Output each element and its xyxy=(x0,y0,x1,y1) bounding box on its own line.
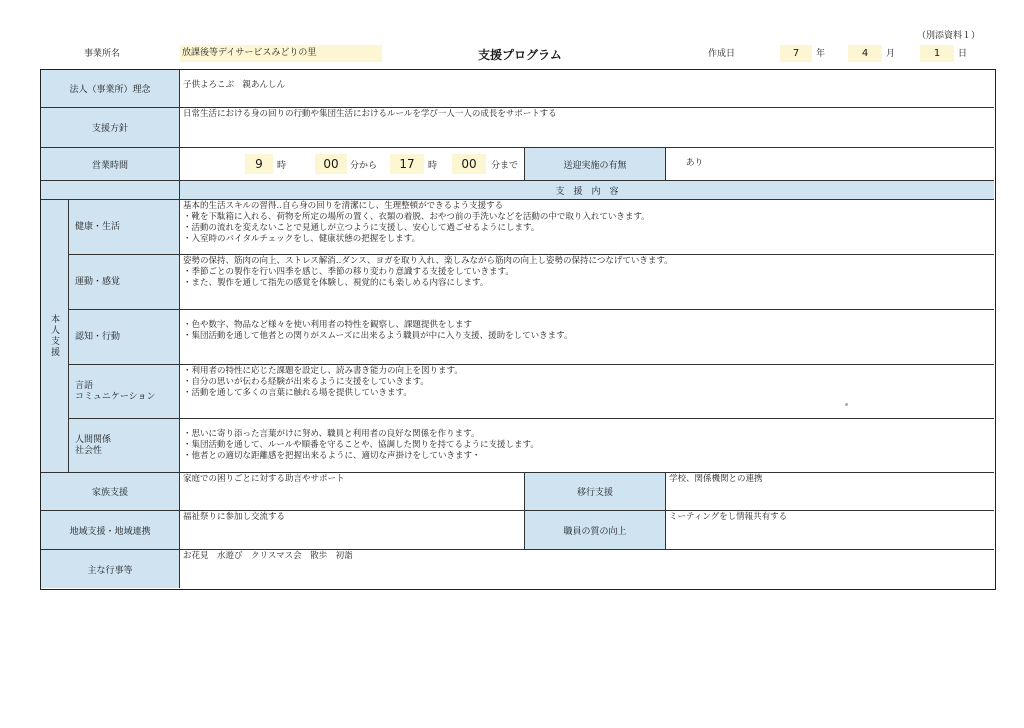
transport-label: 送迎実施の有無 xyxy=(525,148,666,181)
office-name-value: 放課後等デイサービスみどりの里 xyxy=(180,45,382,62)
transition-support-label: 移行支援 xyxy=(525,473,666,511)
created-date-label: 作成日 xyxy=(708,49,736,59)
list-item: ・自分の思いが伝わる経験が出来るように支援をしていきます。 xyxy=(183,377,429,387)
section-health-content xyxy=(180,200,994,255)
content-header-spacer xyxy=(41,181,180,200)
list-item: ・集団活動を通して、ルールや順番を守ることや、協調した関りを持てるように支援します。 xyxy=(183,440,539,450)
created-day: 1 xyxy=(920,45,954,62)
until-text: 分まで xyxy=(491,161,519,171)
section-language-content xyxy=(180,365,994,419)
created-year: 7 xyxy=(780,45,812,62)
staff-quality-label: 職員の質の向上 xyxy=(525,511,666,550)
section-social-content xyxy=(180,419,994,473)
transition-support-text: 学校、関係機関との連携 xyxy=(666,473,994,511)
transport-value: あり xyxy=(666,148,994,181)
day-unit: 日 xyxy=(958,49,968,59)
section-language-label xyxy=(69,365,180,419)
individual-support-label xyxy=(41,200,69,473)
scan-speck xyxy=(845,403,848,406)
list-item: ・色や数字、物品など様々を使い利用者の特性を観察し、課題提供をします xyxy=(183,320,473,330)
end-hour: 17 xyxy=(390,154,424,174)
community-support-label: 地域支援・地域連携 xyxy=(41,511,180,550)
family-support-text: 家庭での困りごとに対する助言やサポート xyxy=(180,473,525,511)
list-item: ・活動を通して多くの言葉に触れる場を提供していきます。 xyxy=(183,388,412,398)
list-item: ・季節ごとの製作を行い四季を感じ、季節の移り変わり意識する支援をしていきます。 xyxy=(183,267,514,277)
staff-quality-text: ミーティングをし情報共有する xyxy=(666,511,994,550)
section-social-label-text: 人間関係 社会性 xyxy=(75,434,112,456)
support-program-table xyxy=(40,69,996,590)
year-unit: 年 xyxy=(816,49,826,59)
page-title: 支援プログラム xyxy=(478,48,562,62)
list-item: ・活動の流れを変えないことで見通しが立つように支援し、安心して過ごせるようにします。 xyxy=(183,223,540,233)
family-support-label: 家族支援 xyxy=(41,473,180,511)
philosophy-text: 子供よろこぶ 親あんしん xyxy=(180,70,994,108)
list-item: ・他者との適切な距離感を把握出来るように、適切な声掛けをしていきます・ xyxy=(183,451,481,461)
start-minute: 00 xyxy=(315,154,347,174)
from-text: 分から xyxy=(350,161,378,171)
section-health-label-text: 健康・生活 xyxy=(75,221,121,232)
section-cognition-label xyxy=(69,310,180,365)
office-name-label: 事業所名 xyxy=(84,49,121,59)
business-hours-label: 営業時間 xyxy=(41,148,180,181)
created-month: 4 xyxy=(848,45,882,62)
list-item: ・利用者の特性に応じた課題を設定し、読み書き能力の向上を図ります。 xyxy=(183,366,463,376)
list-item: 姿勢の保持、筋肉の向上、ストレス解消‥ダンス、ヨガを取り入れ、楽しみながら筋肉の向上し姿勢の保持につなげていきます。 xyxy=(183,256,673,266)
end-hour-unit: 時 xyxy=(428,161,438,171)
section-motor-label xyxy=(69,255,180,310)
section-cognition-content xyxy=(180,310,994,365)
section-motor-label-text: 運動・感覚 xyxy=(75,276,121,287)
content-header: 支 援 内 容 xyxy=(180,181,994,200)
policy-text: 日常生活における身の回りの行動や集団生活におけるルールを学び一人一人の成長をサポートする xyxy=(180,108,994,148)
events-text: お花見 水遊び クリスマス会 散歩 初詣 xyxy=(183,551,353,561)
section-social-label xyxy=(69,419,180,473)
section-motor-content xyxy=(180,255,994,310)
philosophy-label: 法人（事業所）理念 xyxy=(41,70,180,108)
list-item: ・入室時のバイタルチェックをし、健康状態の把握をします。 xyxy=(183,234,421,244)
list-item: ・思いに寄り添った言葉がけに努め、職員と利用者の良好な関係を作ります。 xyxy=(183,429,480,439)
list-item: 基本的生活スキルの習得‥自ら身の回りを清潔にし、生理整頓ができるよう支援する xyxy=(183,201,504,211)
month-unit: 月 xyxy=(886,49,896,59)
list-item: ・靴を下駄箱に入れる、荷物を所定の場所の置く、衣類の着脱、おやつ前の手洗いなどを活動の中で取り入れていきます。 xyxy=(183,212,650,222)
list-item: ・また、製作を通して指先の感覚を体験し、視覚的にも楽しめる内容にします。 xyxy=(183,278,489,288)
policy-label: 支援方針 xyxy=(41,108,180,148)
community-support-text: 福祉祭りに参加し交流する xyxy=(180,511,525,550)
section-health-label xyxy=(69,200,180,255)
section-language-label-text: 言語 コミュニケーション xyxy=(75,380,156,402)
end-minute: 00 xyxy=(452,154,486,174)
individual-support-label-text: 本人支援 xyxy=(49,314,59,358)
document-reference: （別添資料１） xyxy=(916,31,980,41)
events-label: 主な行事等 xyxy=(41,550,180,588)
list-item: ・集団活動を通して他者との関りがスムーズに出来るよう職員が中に入り支援、援助をしていきます。 xyxy=(183,331,573,341)
section-cognition-label-text: 認知・行動 xyxy=(75,331,121,342)
business-hours-value xyxy=(180,148,525,181)
start-hour: 9 xyxy=(245,154,273,174)
start-hour-unit: 時 xyxy=(277,161,287,171)
